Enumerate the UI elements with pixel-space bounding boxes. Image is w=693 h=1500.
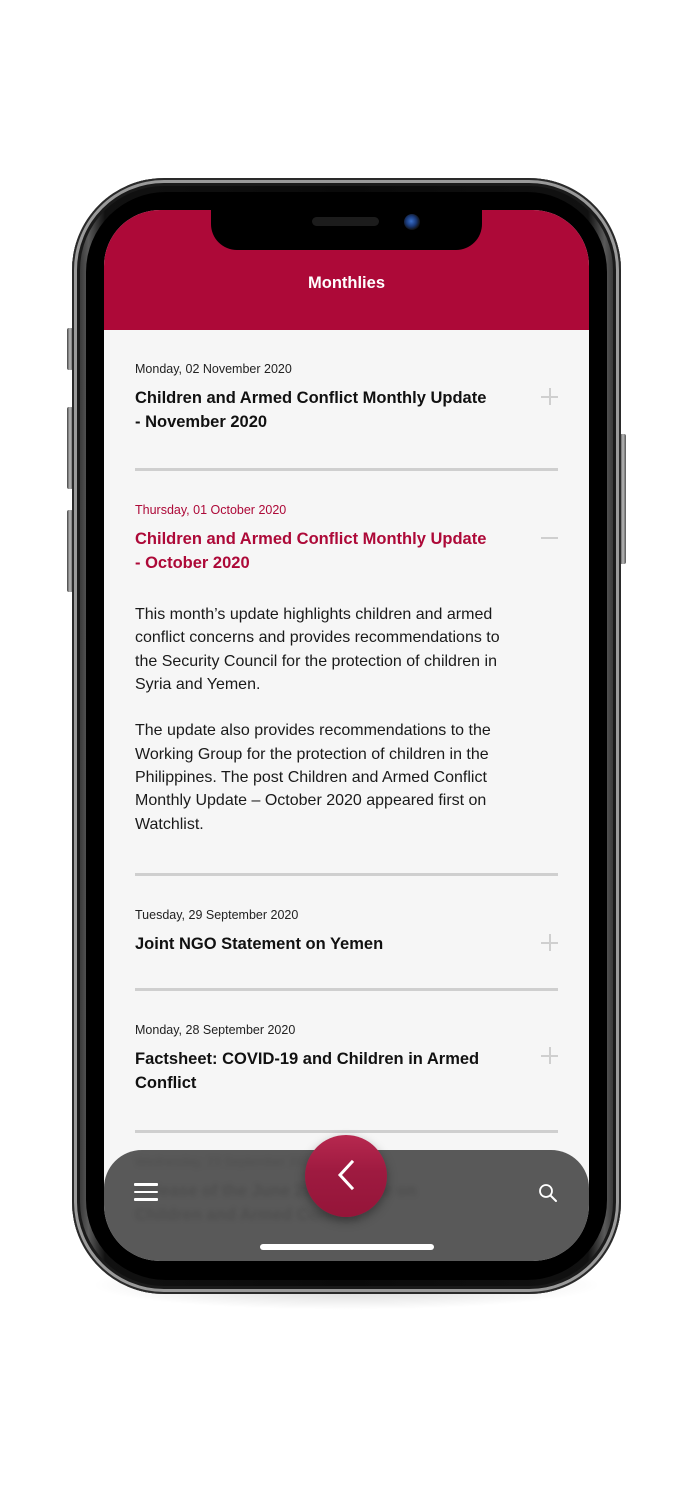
- item-title[interactable]: Children and Armed Conflict Monthly Update - October 2020: [135, 530, 487, 572]
- page-title: Monthlies: [308, 274, 385, 292]
- hamburger-menu-icon[interactable]: [134, 1183, 158, 1201]
- app-screen: [104, 210, 589, 1261]
- item-date: Tuesday, 29 September 2020: [135, 908, 299, 922]
- back-button[interactable]: [305, 1135, 387, 1217]
- item-title[interactable]: Children and Armed Conflict Monthly Update - November 2020: [135, 389, 487, 431]
- plus-icon[interactable]: [540, 934, 558, 952]
- item-body-paragraph: This month’s update highlights children and armed conflict concerns and provides recommendations to the Security Council for the protection of children in Syria and Yemen.: [135, 606, 500, 693]
- item-date: Monday, 28 September 2020: [135, 1023, 296, 1037]
- list-item-expanded[interactable]: [135, 471, 558, 876]
- minus-icon[interactable]: [540, 529, 558, 547]
- plus-icon[interactable]: [540, 388, 558, 406]
- chevron-left-icon: [332, 1159, 360, 1191]
- item-body: [135, 603, 507, 836]
- home-indicator[interactable]: [260, 1244, 434, 1250]
- plus-icon[interactable]: [540, 1047, 558, 1065]
- item-date: Monday, 02 November 2020: [135, 362, 292, 376]
- speaker-grille: [312, 217, 379, 226]
- item-title[interactable]: Joint NGO Statement on Yemen: [135, 935, 384, 953]
- list-item[interactable]: [135, 876, 558, 991]
- search-icon[interactable]: [538, 1183, 558, 1203]
- item-body-paragraph: The update also provides recommendations to the Working Group for the protection of children in the Philippines. The post Children and Armed Conflict Monthly Update – October 2020 appeared first on Watchlist.: [135, 722, 491, 833]
- item-date: Thursday, 01 October 2020: [135, 503, 287, 517]
- device-notch: [211, 210, 482, 250]
- front-camera: [404, 214, 420, 230]
- item-title[interactable]: Factsheet: COVID-19 and Children in Armed Conflict: [135, 1050, 480, 1092]
- list-item[interactable]: [135, 330, 558, 471]
- monthlies-list: [104, 330, 589, 1133]
- list-item[interactable]: [135, 991, 558, 1133]
